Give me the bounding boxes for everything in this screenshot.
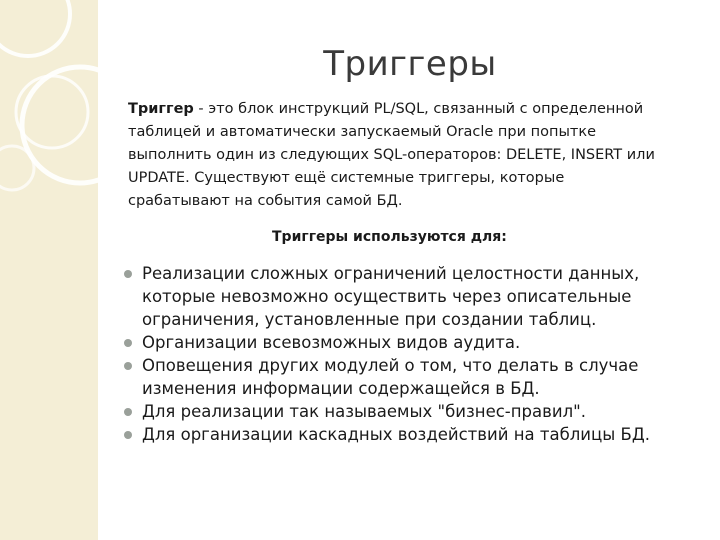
bullet-text: Реализации сложных ограничений целостности данных, которые невозможно осуществить через описательные ограничения, установленные при создании таблиц. <box>142 264 640 329</box>
decorative-circles-graphic <box>0 0 98 540</box>
bullet-item <box>124 354 684 400</box>
bullet-item <box>124 262 684 331</box>
uses-bullet-list <box>124 262 684 446</box>
bullet-item <box>124 331 684 354</box>
definition-text: - это блок инструкций PL/SQL, связанный с определенной таблицей и автоматически запускаемый Oracle при попытке выполнить один из следующих SQL-операторов: DELETE, INSERT или UPDATE. Существуют ещё системные триггеры, которые срабатывают на события самой БД. <box>128 101 655 209</box>
bullet-dot-icon <box>124 270 132 278</box>
decorative-side-panel <box>0 0 98 540</box>
uses-subheading: Триггеры используются для: <box>272 229 507 245</box>
slide-title: Триггеры <box>323 44 497 84</box>
bullet-text: Для реализации так называемых "бизнес-правил". <box>142 402 586 421</box>
bullet-dot-icon <box>124 408 132 416</box>
bullet-item <box>124 400 684 423</box>
bullet-dot-icon <box>124 362 132 370</box>
bullet-item <box>124 423 684 446</box>
bullet-text: Оповещения других модулей о том, что делать в случае изменения информации содержащейся в БД. <box>142 356 639 398</box>
bullet-dot-icon <box>124 431 132 439</box>
definition-term: Триггер <box>128 101 194 117</box>
bullet-text: Организации всевозможных видов аудита. <box>142 333 521 352</box>
bullet-dot-icon <box>124 339 132 347</box>
definition-paragraph <box>128 98 668 213</box>
bullet-text: Для организации каскадных воздействий на таблицы БД. <box>142 425 650 444</box>
